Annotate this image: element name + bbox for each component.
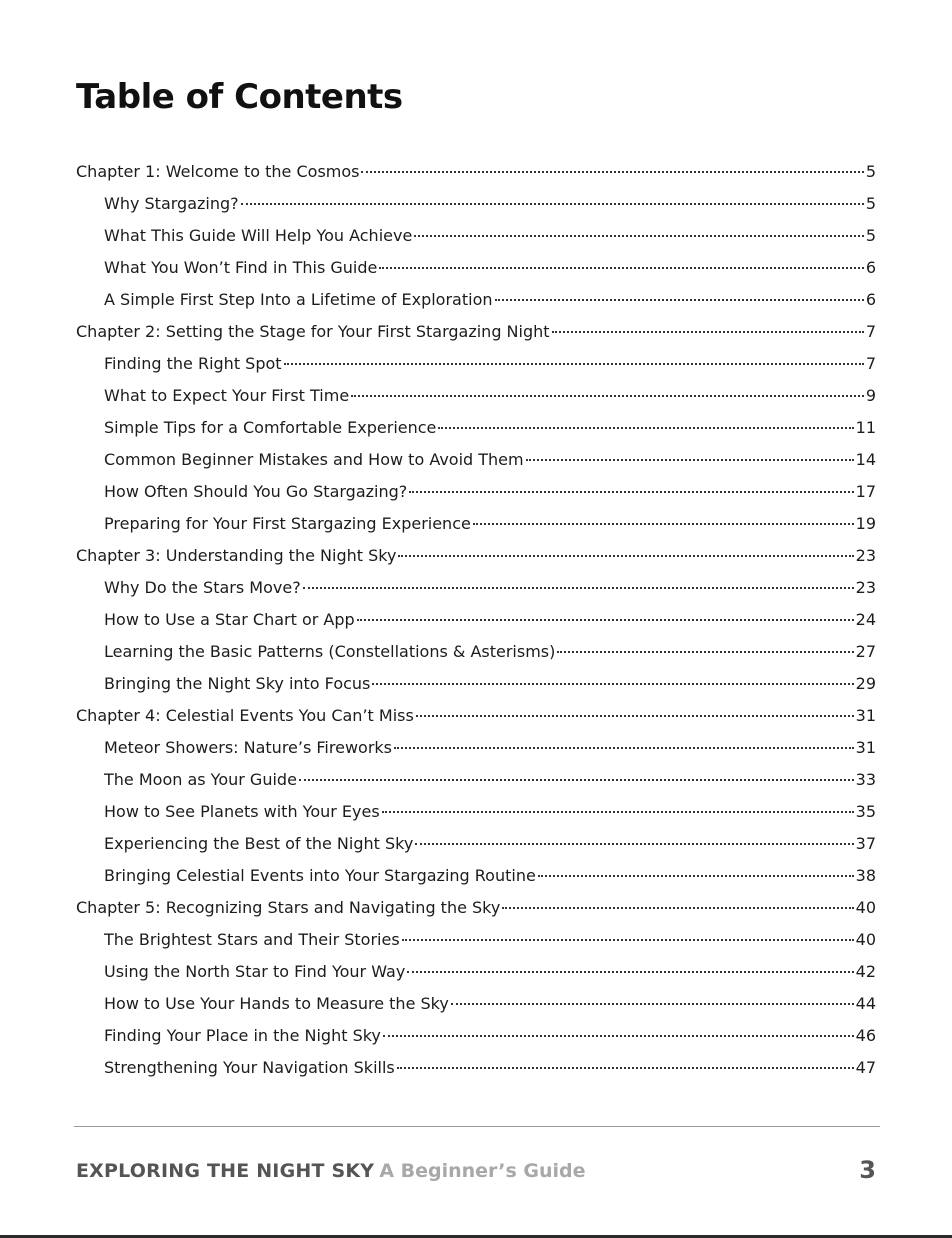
toc-entry-label: The Brightest Stars and Their Stories (104, 930, 400, 949)
toc-dot-leader (241, 203, 864, 205)
toc-entry-page: 27 (855, 642, 876, 661)
toc-entry-label: Experiencing the Best of the Night Sky (104, 834, 414, 853)
toc-entry-page: 37 (855, 834, 876, 853)
toc-entry-page: 19 (855, 514, 876, 533)
toc-entry-page: 5 (865, 162, 876, 181)
toc-chapter-entry[interactable] (76, 892, 876, 924)
toc-section-entry[interactable] (76, 828, 876, 860)
footer-divider (74, 1126, 880, 1127)
toc-section-entry[interactable] (76, 604, 876, 636)
toc-dot-leader (372, 683, 853, 685)
toc-entry-page: 47 (855, 1058, 876, 1077)
toc-section-entry[interactable] (76, 1020, 876, 1052)
toc-section-entry[interactable] (76, 284, 876, 316)
toc-dot-leader (451, 1003, 854, 1005)
toc-dot-leader (397, 1067, 854, 1069)
toc-dot-leader (299, 779, 854, 781)
toc-entry-label: Common Beginner Mistakes and How to Avoid Them (104, 450, 524, 469)
toc-dot-leader (409, 491, 853, 493)
toc-entry-label: How to Use a Star Chart or App (104, 610, 355, 629)
footer-book-title: EXPLORING THE NIGHT SKY (76, 1160, 375, 1182)
toc-entry-page: 23 (855, 546, 876, 565)
toc-entry-page: 31 (855, 706, 876, 725)
toc-entry-label: What This Guide Will Help You Achieve (104, 226, 413, 245)
toc-entry-label: The Moon as Your Guide (104, 770, 297, 789)
toc-entry-page: 7 (865, 322, 876, 341)
toc-entry-label: Simple Tips for a Comfortable Experience (104, 418, 437, 437)
toc-entry-page: 40 (855, 898, 876, 917)
toc-entry-label: Bringing Celestial Events into Your Stargazing Routine (104, 866, 536, 885)
page-footer (76, 1156, 876, 1192)
toc-dot-leader (357, 619, 854, 621)
page-number: 3 (859, 1156, 876, 1184)
toc-dot-leader (473, 523, 854, 525)
toc-entry-page: 38 (855, 866, 876, 885)
toc-entry-page: 6 (865, 290, 876, 309)
toc-section-entry[interactable] (76, 412, 876, 444)
toc-section-entry[interactable] (76, 380, 876, 412)
toc-entry-page: 17 (855, 482, 876, 501)
toc-dot-leader (495, 299, 864, 301)
toc-section-entry[interactable] (76, 732, 876, 764)
toc-dot-leader (361, 171, 863, 173)
toc-entry-label: Why Stargazing? (104, 194, 239, 213)
toc-entry-page: 29 (855, 674, 876, 693)
toc-entry-label: What to Expect Your First Time (104, 386, 350, 405)
toc-dot-leader (415, 843, 853, 845)
toc-entry-label: What You Won’t Find in This Guide (104, 258, 378, 277)
toc-entry-page: 42 (855, 962, 876, 981)
toc-entry-label: Learning the Basic Patterns (Constellations & Asterisms) (104, 642, 556, 661)
toc-dot-leader (351, 395, 864, 397)
toc-dot-leader (382, 811, 854, 813)
toc-section-entry[interactable] (76, 764, 876, 796)
toc-entry-page: 40 (855, 930, 876, 949)
toc-dot-leader (552, 331, 864, 333)
toc-dot-leader (379, 267, 863, 269)
toc-chapter-entry[interactable] (76, 540, 876, 572)
toc-entry-label: How to See Planets with Your Eyes (104, 802, 380, 821)
toc-section-entry[interactable] (76, 860, 876, 892)
toc-section-entry[interactable] (76, 796, 876, 828)
toc-dot-leader (538, 875, 854, 877)
table-of-contents (76, 156, 876, 1084)
toc-section-entry[interactable] (76, 1052, 876, 1084)
toc-entry-label: Why Do the Stars Move? (104, 578, 301, 597)
toc-section-entry[interactable] (76, 444, 876, 476)
footer-book-subtitle: A Beginner’s Guide (379, 1160, 586, 1182)
toc-chapter-entry[interactable] (76, 156, 876, 188)
toc-dot-leader (284, 363, 864, 365)
toc-section-entry[interactable] (76, 348, 876, 380)
toc-entry-label: Using the North Star to Find Your Way (104, 962, 406, 981)
toc-section-entry[interactable] (76, 956, 876, 988)
toc-section-entry[interactable] (76, 476, 876, 508)
toc-entry-page: 7 (865, 354, 876, 373)
toc-entry-page: 11 (855, 418, 876, 437)
toc-entry-page: 5 (865, 194, 876, 213)
toc-dot-leader (557, 651, 853, 653)
toc-section-entry[interactable] (76, 572, 876, 604)
toc-section-entry[interactable] (76, 924, 876, 956)
toc-entry-label: Chapter 1: Welcome to the Cosmos (76, 162, 360, 181)
toc-entry-label: How to Use Your Hands to Measure the Sky (104, 994, 449, 1013)
toc-entry-page: 33 (855, 770, 876, 789)
toc-section-entry[interactable] (76, 988, 876, 1020)
toc-entry-page: 24 (855, 610, 876, 629)
toc-dot-leader (394, 747, 854, 749)
toc-dot-leader (438, 427, 853, 429)
toc-dot-leader (303, 587, 854, 589)
toc-entry-label: Bringing the Night Sky into Focus (104, 674, 371, 693)
toc-entry-label: How Often Should You Go Stargazing? (104, 482, 408, 501)
toc-entry-page: 46 (855, 1026, 876, 1045)
toc-chapter-entry[interactable] (76, 700, 876, 732)
toc-entry-label: Chapter 5: Recognizing Stars and Navigating the Sky (76, 898, 501, 917)
toc-dot-leader (398, 555, 853, 557)
toc-dot-leader (502, 907, 853, 909)
toc-entry-page: 9 (865, 386, 876, 405)
toc-dot-leader (402, 939, 854, 941)
toc-dot-leader (526, 459, 854, 461)
toc-entry-page: 44 (855, 994, 876, 1013)
toc-entry-page: 6 (865, 258, 876, 277)
toc-entry-label: Strengthening Your Navigation Skills (104, 1058, 395, 1077)
toc-section-entry[interactable] (76, 188, 876, 220)
page-title: Table of Contents (76, 77, 403, 117)
toc-chapter-entry[interactable] (76, 316, 876, 348)
toc-entry-label: Chapter 2: Setting the Stage for Your First Stargazing Night (76, 322, 550, 341)
toc-entry-page: 5 (865, 226, 876, 245)
toc-section-entry[interactable] (76, 220, 876, 252)
toc-entry-label: Preparing for Your First Stargazing Experience (104, 514, 471, 533)
toc-dot-leader (383, 1035, 854, 1037)
toc-entry-label: Meteor Showers: Nature’s Fireworks (104, 738, 392, 757)
toc-entry-label: Finding Your Place in the Night Sky (104, 1026, 381, 1045)
toc-dot-leader (416, 715, 854, 717)
toc-entry-page: 14 (855, 450, 876, 469)
toc-entry-label: Finding the Right Spot (104, 354, 282, 373)
toc-entry-page: 23 (855, 578, 876, 597)
toc-section-entry[interactable] (76, 508, 876, 540)
toc-entry-label: Chapter 3: Understanding the Night Sky (76, 546, 397, 565)
toc-section-entry[interactable] (76, 668, 876, 700)
toc-section-entry[interactable] (76, 252, 876, 284)
toc-dot-leader (407, 971, 853, 973)
toc-entry-label: Chapter 4: Celestial Events You Can’t Miss (76, 706, 414, 725)
toc-entry-label: A Simple First Step Into a Lifetime of Exploration (104, 290, 493, 309)
toc-section-entry[interactable] (76, 636, 876, 668)
toc-entry-page: 31 (855, 738, 876, 757)
toc-entry-page: 35 (855, 802, 876, 821)
toc-dot-leader (414, 235, 864, 237)
